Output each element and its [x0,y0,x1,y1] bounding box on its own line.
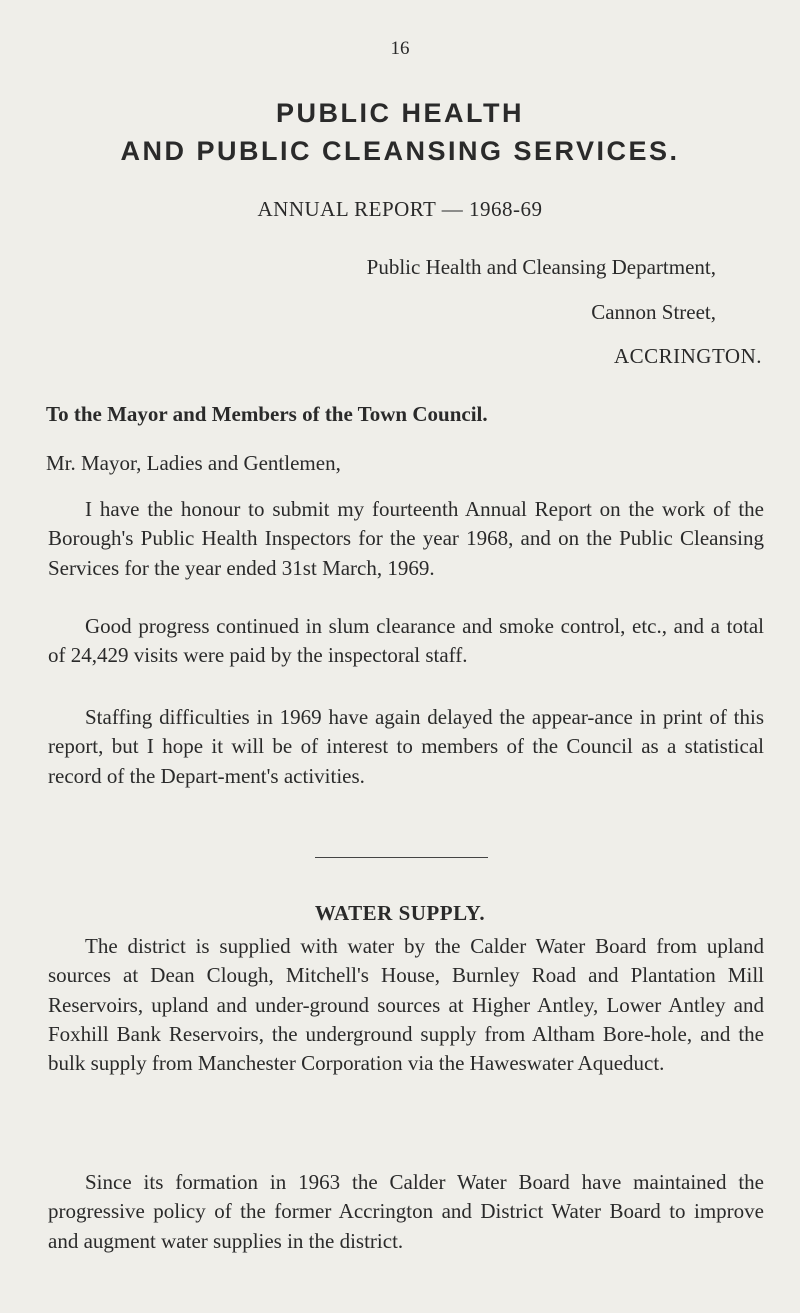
address-line-2: Cannon Street, [591,300,716,324]
address-line-1: Public Health and Cleansing Department, [366,255,716,279]
salutation: To the Mayor and Members of the Town Council. [46,402,488,426]
paragraph-progress: Good progress continued in slum clearance and smoke control, etc., and a total of 24,429 visits were paid by the inspectoral staff. [48,614,764,668]
paragraph-water-policy: Since its formation in 1963 the Calder Water Board have maintained the progressive policy of the former Accrington and District Water Board to improve and augment water supplies in the district. [48,1170,764,1253]
page-number: 16 [390,38,410,59]
section-divider [315,857,488,858]
greeting: Mr. Mayor, Ladies and Gentlemen, [46,451,341,475]
paragraph-water-sources: The district is supplied with water by the Calder Water Board from upland sources at Dean Clough, Mitchell's House, Burnley Road and Plantation Mill Reservoirs, upland and under-ground sources at Higher Antley, Lower Antley and Foxhill Bank Reservoirs, the underground supply from Altham Bore-hole, and the bulk supply from Manchester Corporation via the Haweswater Aqueduct. [48,934,764,1076]
water-supply-heading: WATER SUPPLY. [314,901,486,925]
title-line-2: AND PUBLIC CLEANSING SERVICES. [120,136,680,166]
paragraph-intro: I have the honour to submit my fourteenth Annual Report on the work of the Borough's Public Health Inspectors for the year 1968, and on the Public Cleansing Services for the year ended 31st March, 1969. [48,497,764,580]
title-line-1: PUBLIC HEALTH [276,98,524,128]
paragraph-staffing: Staffing difficulties in 1969 have again delayed the appear-ance in print of this report, but I hope it will be of interest to members of the Council as a statistical record of the Depart-ment's activities. [48,705,764,788]
report-year-heading: ANNUAL REPORT — 1968-69 [257,197,543,221]
address-line-3: ACCRINGTON. [613,344,762,368]
